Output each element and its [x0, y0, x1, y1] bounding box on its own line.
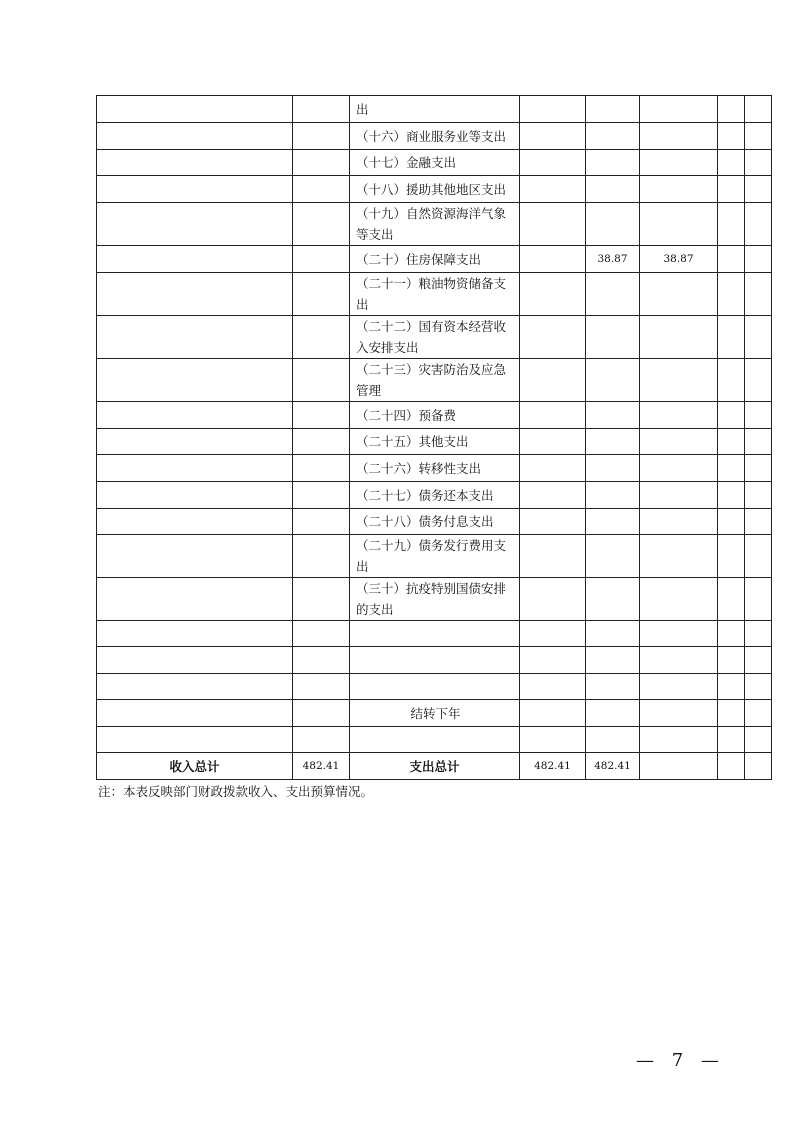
expense-total-cell: [520, 316, 586, 359]
expense-item-cell: 出: [350, 96, 520, 123]
expense-total-cell: [520, 509, 586, 535]
expense-item-cell: （二十二）国有资本经营收入安排支出: [350, 316, 520, 359]
expense-item-cell: （二十四）预备费: [350, 402, 520, 429]
table-row: [97, 674, 772, 700]
expense-amount-cell: [640, 150, 718, 176]
expense-total-cell: [520, 674, 586, 700]
extra-cell: [745, 700, 772, 727]
expense-item-cell: 结转下年: [350, 700, 520, 727]
page-number: — 7 —: [636, 1050, 725, 1071]
extra-cell: [745, 753, 772, 780]
expense-item-cell: （三十）抗疫特别国债安排的支出: [350, 578, 520, 621]
expense-total-cell: [520, 150, 586, 176]
income-item-cell: [97, 429, 293, 455]
table-row: [97, 647, 772, 674]
expense-total-cell: [520, 535, 586, 578]
expense-item-cell: （二十七）债务还本支出: [350, 482, 520, 509]
extra-cell: [718, 150, 745, 176]
income-amount-cell: [293, 150, 350, 176]
table-row: [97, 402, 772, 429]
expense-item-cell: [350, 674, 520, 700]
extra-cell: [718, 674, 745, 700]
income-item-cell: [97, 578, 293, 621]
expense-total-cell: [520, 621, 586, 647]
table-row: [97, 578, 772, 621]
table-note: 注：本表反映部门财政拨款收入、支出预算情况。: [98, 784, 374, 799]
expense-item-cell: （十八）援助其他地区支出: [350, 176, 520, 203]
extra-cell: [718, 753, 745, 780]
table-row: [97, 727, 772, 753]
income-amount-cell: [293, 727, 350, 753]
income-item-cell: [97, 359, 293, 402]
expense-amount-cell: [640, 316, 718, 359]
expense-amount-cell: [586, 535, 640, 578]
expense-amount-cell: [640, 429, 718, 455]
expense-amount-cell: [586, 123, 640, 150]
income-item-cell: [97, 674, 293, 700]
income-amount-cell: [293, 700, 350, 727]
extra-cell: [718, 509, 745, 535]
table-row: [97, 509, 772, 535]
extra-cell: [745, 429, 772, 455]
expense-amount-cell: 38.87: [586, 246, 640, 273]
expense-amount-cell: [640, 535, 718, 578]
extra-cell: [718, 123, 745, 150]
extra-cell: [745, 621, 772, 647]
extra-cell: [718, 203, 745, 246]
extra-cell: [718, 402, 745, 429]
table-row: [97, 273, 772, 316]
table-row: [97, 246, 772, 273]
table-row: [97, 429, 772, 455]
extra-cell: [718, 647, 745, 674]
expense-amount-cell: [586, 359, 640, 402]
extra-cell: [745, 123, 772, 150]
table-row: [97, 535, 772, 578]
income-item-cell: [97, 150, 293, 176]
expense-amount-cell: [586, 150, 640, 176]
expense-amount-cell: [586, 203, 640, 246]
extra-cell: [745, 509, 772, 535]
expense-amount-cell: [640, 402, 718, 429]
expense-amount-cell: [586, 700, 640, 727]
income-amount-cell: [293, 273, 350, 316]
income-amount-cell: [293, 429, 350, 455]
income-amount-cell: [293, 621, 350, 647]
expense-total-cell: [520, 123, 586, 150]
income-item-cell: [97, 273, 293, 316]
table-row: [97, 176, 772, 203]
expense-total-label: 支出总计: [350, 753, 520, 780]
income-total-value: 482.41: [293, 753, 350, 780]
expense-total-cell: [520, 176, 586, 203]
table-row: [97, 482, 772, 509]
income-item-cell: [97, 509, 293, 535]
expense-amount-cell: [640, 96, 718, 123]
extra-cell: [718, 727, 745, 753]
extra-cell: [718, 700, 745, 727]
expense-total-cell: [520, 727, 586, 753]
extra-cell: [745, 273, 772, 316]
income-amount-cell: [293, 176, 350, 203]
expense-item-cell: [350, 647, 520, 674]
extra-cell: [718, 246, 745, 273]
expense-total-cell: [520, 246, 586, 273]
income-amount-cell: [293, 96, 350, 123]
expense-amount-cell: [586, 96, 640, 123]
table-row: [97, 96, 772, 123]
expense-total-value: 482.41: [520, 753, 586, 780]
income-item-cell: [97, 700, 293, 727]
expense-total-cell: [520, 359, 586, 402]
budget-table: [96, 95, 772, 780]
expense-amount-cell: [640, 509, 718, 535]
table-row: [97, 203, 772, 246]
extra-cell: [745, 96, 772, 123]
expense-item-cell: （二十三）灾害防治及应急管理: [350, 359, 520, 402]
expense-total-cell: [520, 482, 586, 509]
expense-amount-cell: [586, 647, 640, 674]
expense-amount-cell: [640, 674, 718, 700]
extra-cell: [718, 316, 745, 359]
table-row: [97, 621, 772, 647]
income-amount-cell: [293, 535, 350, 578]
extra-cell: [718, 455, 745, 482]
extra-cell: [745, 455, 772, 482]
income-amount-cell: [293, 359, 350, 402]
expense-item-cell: （十九）自然资源海洋气象等支出: [350, 203, 520, 246]
expense-item-cell: （十七）金融支出: [350, 150, 520, 176]
expense-item-cell: [350, 621, 520, 647]
income-amount-cell: [293, 455, 350, 482]
totals-row: [97, 753, 772, 780]
expense-amount-cell: [586, 727, 640, 753]
expense-amount-cell: [586, 509, 640, 535]
expense-amount-cell: [586, 482, 640, 509]
expense-total-cell: [520, 578, 586, 621]
expense-amount-cell: [640, 359, 718, 402]
income-item-cell: [97, 647, 293, 674]
extra-cell: [640, 753, 718, 780]
income-item-cell: [97, 203, 293, 246]
extra-cell: [718, 578, 745, 621]
table-row: [97, 316, 772, 359]
expense-amount-cell: [586, 402, 640, 429]
expense-amount-cell: [640, 482, 718, 509]
expense-total-cell: [520, 429, 586, 455]
expense-item-cell: （二十九）债务发行费用支出: [350, 535, 520, 578]
expense-total-cell: [520, 647, 586, 674]
income-amount-cell: [293, 316, 350, 359]
expense-amount-cell: [640, 176, 718, 203]
income-item-cell: [97, 96, 293, 123]
income-item-cell: [97, 621, 293, 647]
expense-item-cell: （二十六）转移性支出: [350, 455, 520, 482]
income-item-cell: [97, 316, 293, 359]
income-item-cell: [97, 727, 293, 753]
income-item-cell: [97, 482, 293, 509]
extra-cell: [745, 535, 772, 578]
extra-cell: [745, 316, 772, 359]
expense-amount-cell: [640, 273, 718, 316]
expense-amount-cell: [586, 429, 640, 455]
expense-total-cell: [520, 273, 586, 316]
expense-amount-cell: [586, 674, 640, 700]
expense-total-cell: [520, 455, 586, 482]
expense-item-cell: [350, 727, 520, 753]
income-amount-cell: [293, 203, 350, 246]
extra-cell: [745, 647, 772, 674]
table-row: [97, 123, 772, 150]
extra-cell: [718, 429, 745, 455]
expense-amount-cell: [640, 647, 718, 674]
expense-amount-cell: [586, 455, 640, 482]
extra-cell: [718, 96, 745, 123]
expense-item-cell: （十六）商业服务业等支出: [350, 123, 520, 150]
extra-cell: [745, 176, 772, 203]
extra-cell: [718, 535, 745, 578]
income-amount-cell: [293, 578, 350, 621]
expense-amount-cell: [640, 621, 718, 647]
income-item-cell: [97, 123, 293, 150]
table-row: [97, 455, 772, 482]
income-amount-cell: [293, 123, 350, 150]
extra-cell: [745, 674, 772, 700]
extra-cell: [718, 359, 745, 402]
expense-total-value: 482.41: [586, 753, 640, 780]
expense-item-cell: （二十一）粮油物资储备支出: [350, 273, 520, 316]
expense-total-cell: [520, 700, 586, 727]
expense-amount-cell: [586, 176, 640, 203]
expense-item-cell: （二十）住房保障支出: [350, 246, 520, 273]
table-row: [97, 700, 772, 727]
expense-amount-cell: [640, 578, 718, 621]
expense-amount-cell: [586, 273, 640, 316]
extra-cell: [718, 176, 745, 203]
extra-cell: [745, 727, 772, 753]
extra-cell: [745, 359, 772, 402]
expense-item-cell: （二十八）债务付息支出: [350, 509, 520, 535]
expense-item-cell: （二十五）其他支出: [350, 429, 520, 455]
income-item-cell: [97, 246, 293, 273]
expense-total-cell: [520, 402, 586, 429]
expense-total-cell: [520, 96, 586, 123]
income-amount-cell: [293, 509, 350, 535]
extra-cell: [745, 482, 772, 509]
expense-amount-cell: [640, 203, 718, 246]
expense-total-cell: [520, 203, 586, 246]
expense-amount-cell: [640, 455, 718, 482]
extra-cell: [745, 150, 772, 176]
extra-cell: [718, 621, 745, 647]
expense-amount-cell: [640, 123, 718, 150]
expense-amount-cell: [586, 578, 640, 621]
expense-amount-cell: 38.87: [640, 246, 718, 273]
income-amount-cell: [293, 482, 350, 509]
income-amount-cell: [293, 674, 350, 700]
expense-amount-cell: [640, 700, 718, 727]
income-item-cell: [97, 455, 293, 482]
income-amount-cell: [293, 246, 350, 273]
income-amount-cell: [293, 647, 350, 674]
expense-amount-cell: [640, 727, 718, 753]
income-item-cell: [97, 535, 293, 578]
extra-cell: [745, 402, 772, 429]
extra-cell: [745, 203, 772, 246]
table-row: [97, 359, 772, 402]
extra-cell: [745, 246, 772, 273]
table-row: [97, 150, 772, 176]
income-total-label: 收入总计: [97, 753, 293, 780]
income-item-cell: [97, 402, 293, 429]
expense-amount-cell: [586, 621, 640, 647]
income-amount-cell: [293, 402, 350, 429]
extra-cell: [718, 482, 745, 509]
income-item-cell: [97, 176, 293, 203]
table-body: [97, 96, 772, 780]
extra-cell: [718, 273, 745, 316]
expense-amount-cell: [586, 316, 640, 359]
extra-cell: [745, 578, 772, 621]
